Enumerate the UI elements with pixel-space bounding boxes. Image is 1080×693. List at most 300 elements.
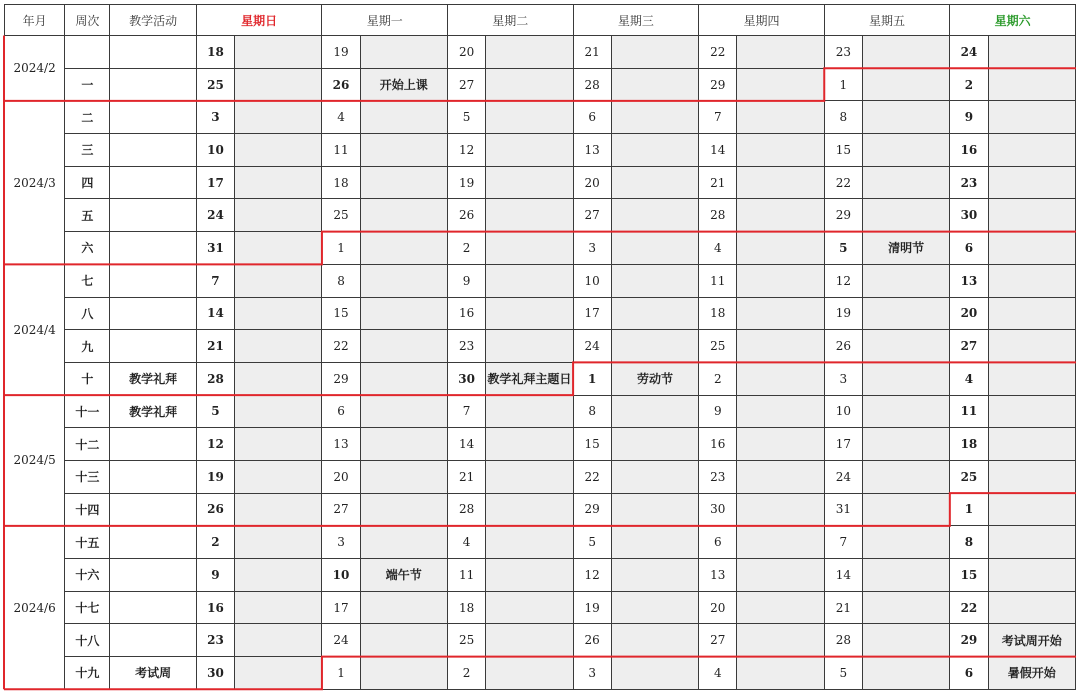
teaching-activity: 教学礼拜 bbox=[110, 395, 196, 428]
week-row bbox=[5, 297, 1076, 330]
day-note-cell bbox=[611, 559, 698, 592]
day-note-cell bbox=[737, 68, 824, 101]
week-number: 十七 bbox=[65, 591, 110, 624]
day-note-cell bbox=[862, 101, 949, 134]
day-note-cell bbox=[988, 166, 1076, 199]
day-number: 8 bbox=[573, 395, 611, 428]
day-number: 15 bbox=[824, 134, 862, 167]
teaching-activity bbox=[110, 297, 196, 330]
teaching-activity bbox=[110, 428, 196, 461]
day-note-cell bbox=[862, 199, 949, 232]
day-number: 12 bbox=[448, 134, 486, 167]
day-note-cell bbox=[486, 134, 573, 167]
day-number: 7 bbox=[824, 526, 862, 559]
day-note-cell bbox=[737, 460, 824, 493]
day-note-cell bbox=[360, 101, 447, 134]
day-number: 22 bbox=[322, 330, 360, 363]
week-row bbox=[5, 657, 1076, 690]
day-note-cell bbox=[988, 395, 1076, 428]
week-number: 三 bbox=[65, 134, 110, 167]
teaching-activity: 教学礼拜 bbox=[110, 362, 196, 395]
day-number: 21 bbox=[699, 166, 737, 199]
day-note-cell bbox=[611, 166, 698, 199]
day-note-cell bbox=[988, 526, 1076, 559]
day-note-cell bbox=[360, 428, 447, 461]
day-number: 20 bbox=[950, 297, 988, 330]
week-row bbox=[5, 559, 1076, 592]
week-number: 十三 bbox=[65, 460, 110, 493]
teaching-activity bbox=[110, 493, 196, 526]
day-number: 17 bbox=[824, 428, 862, 461]
day-note-cell bbox=[611, 68, 698, 101]
header-sunday: 星期日 bbox=[196, 5, 322, 36]
day-number: 22 bbox=[573, 460, 611, 493]
day-note-cell bbox=[486, 624, 573, 657]
week-number: 十一 bbox=[65, 395, 110, 428]
day-number: 19 bbox=[824, 297, 862, 330]
week-number: 一 bbox=[65, 68, 110, 101]
day-note: 考试周开始 bbox=[988, 624, 1076, 657]
day-note-cell bbox=[862, 297, 949, 330]
calendar-body bbox=[5, 36, 1076, 690]
day-number: 1 bbox=[322, 657, 360, 690]
header-friday: 星期五 bbox=[824, 5, 950, 36]
day-note-cell bbox=[360, 624, 447, 657]
day-number: 6 bbox=[950, 657, 988, 690]
day-number: 13 bbox=[573, 134, 611, 167]
day-number: 11 bbox=[950, 395, 988, 428]
day-number: 3 bbox=[196, 101, 234, 134]
week-number: 十四 bbox=[65, 493, 110, 526]
day-note-cell bbox=[862, 134, 949, 167]
day-note-cell bbox=[360, 264, 447, 297]
day-note-cell bbox=[611, 36, 698, 69]
teaching-activity bbox=[110, 591, 196, 624]
day-note-cell bbox=[486, 68, 573, 101]
day-number: 24 bbox=[573, 330, 611, 363]
day-note-cell bbox=[611, 330, 698, 363]
day-note-cell bbox=[486, 460, 573, 493]
day-note-cell bbox=[486, 297, 573, 330]
day-note-cell bbox=[235, 624, 322, 657]
day-note-cell bbox=[737, 166, 824, 199]
day-number: 2 bbox=[448, 657, 486, 690]
day-number: 14 bbox=[824, 559, 862, 592]
day-note-cell bbox=[611, 199, 698, 232]
day-note-cell bbox=[360, 297, 447, 330]
month-label: 2024/6 bbox=[5, 526, 65, 689]
day-number: 19 bbox=[448, 166, 486, 199]
day-number: 2 bbox=[699, 362, 737, 395]
day-note-cell bbox=[486, 526, 573, 559]
day-number: 26 bbox=[322, 68, 360, 101]
day-note-cell bbox=[611, 264, 698, 297]
day-number: 13 bbox=[950, 264, 988, 297]
day-number: 23 bbox=[699, 460, 737, 493]
day-number: 23 bbox=[448, 330, 486, 363]
week-number: 八 bbox=[65, 297, 110, 330]
day-note-cell bbox=[988, 134, 1076, 167]
day-note-cell bbox=[235, 101, 322, 134]
day-number: 8 bbox=[824, 101, 862, 134]
day-number: 28 bbox=[573, 68, 611, 101]
week-row bbox=[5, 428, 1076, 461]
day-note-cell bbox=[737, 657, 824, 690]
day-note-cell bbox=[235, 297, 322, 330]
day-number: 24 bbox=[824, 460, 862, 493]
day-number: 22 bbox=[824, 166, 862, 199]
day-note-cell bbox=[737, 624, 824, 657]
week-row bbox=[5, 624, 1076, 657]
day-number: 4 bbox=[699, 232, 737, 265]
day-note-cell bbox=[988, 362, 1076, 395]
day-note-cell bbox=[235, 526, 322, 559]
day-note-cell bbox=[235, 362, 322, 395]
day-note-cell bbox=[611, 526, 698, 559]
day-number: 7 bbox=[448, 395, 486, 428]
day-number: 25 bbox=[699, 330, 737, 363]
day-note: 劳动节 bbox=[611, 362, 698, 395]
day-note-cell bbox=[737, 493, 824, 526]
day-note-cell bbox=[486, 199, 573, 232]
day-number: 26 bbox=[448, 199, 486, 232]
day-note-cell bbox=[988, 559, 1076, 592]
day-number: 15 bbox=[322, 297, 360, 330]
week-row bbox=[5, 101, 1076, 134]
header-thursday: 星期四 bbox=[699, 5, 825, 36]
week-row bbox=[5, 526, 1076, 559]
day-number: 5 bbox=[196, 395, 234, 428]
day-note-cell bbox=[737, 559, 824, 592]
day-number: 4 bbox=[322, 101, 360, 134]
day-note-cell bbox=[737, 330, 824, 363]
month-label: 2024/4 bbox=[5, 264, 65, 395]
day-note-cell bbox=[360, 166, 447, 199]
day-number: 8 bbox=[950, 526, 988, 559]
day-number: 3 bbox=[573, 657, 611, 690]
day-number: 30 bbox=[699, 493, 737, 526]
day-note-cell bbox=[360, 460, 447, 493]
teaching-activity bbox=[110, 624, 196, 657]
day-note-cell bbox=[611, 428, 698, 461]
day-note-cell bbox=[235, 460, 322, 493]
week-number: 七 bbox=[65, 264, 110, 297]
day-number: 5 bbox=[824, 232, 862, 265]
day-number: 5 bbox=[824, 657, 862, 690]
teaching-activity bbox=[110, 166, 196, 199]
day-number: 10 bbox=[322, 559, 360, 592]
day-note-cell bbox=[486, 591, 573, 624]
day-number: 25 bbox=[322, 199, 360, 232]
day-number: 28 bbox=[448, 493, 486, 526]
day-number: 14 bbox=[448, 428, 486, 461]
day-note-cell bbox=[360, 134, 447, 167]
week-number: 十五 bbox=[65, 526, 110, 559]
day-number: 20 bbox=[573, 166, 611, 199]
day-note-cell bbox=[486, 232, 573, 265]
day-number: 4 bbox=[699, 657, 737, 690]
day-note-cell bbox=[360, 591, 447, 624]
day-number: 29 bbox=[950, 624, 988, 657]
week-number: 二 bbox=[65, 101, 110, 134]
header-monday: 星期一 bbox=[322, 5, 448, 36]
day-number: 18 bbox=[448, 591, 486, 624]
teaching-activity bbox=[110, 199, 196, 232]
day-note-cell bbox=[360, 232, 447, 265]
day-note: 暑假开始 bbox=[988, 657, 1076, 690]
day-number: 19 bbox=[573, 591, 611, 624]
day-note-cell bbox=[360, 36, 447, 69]
day-number: 25 bbox=[950, 460, 988, 493]
day-number: 26 bbox=[196, 493, 234, 526]
day-number: 1 bbox=[573, 362, 611, 395]
day-number: 7 bbox=[699, 101, 737, 134]
week-number bbox=[65, 36, 110, 69]
day-number: 16 bbox=[448, 297, 486, 330]
week-number: 六 bbox=[65, 232, 110, 265]
day-number: 12 bbox=[196, 428, 234, 461]
day-number: 26 bbox=[573, 624, 611, 657]
day-note-cell bbox=[988, 232, 1076, 265]
day-note-cell bbox=[611, 101, 698, 134]
day-number: 13 bbox=[699, 559, 737, 592]
day-note-cell bbox=[988, 591, 1076, 624]
day-note-cell bbox=[862, 362, 949, 395]
day-note-cell bbox=[988, 493, 1076, 526]
day-number: 17 bbox=[322, 591, 360, 624]
day-note-cell bbox=[486, 36, 573, 69]
day-note-cell bbox=[737, 134, 824, 167]
day-number: 24 bbox=[322, 624, 360, 657]
day-note-cell bbox=[611, 591, 698, 624]
day-note-cell bbox=[235, 591, 322, 624]
day-note-cell bbox=[862, 395, 949, 428]
day-note-cell bbox=[988, 297, 1076, 330]
day-note-cell bbox=[862, 68, 949, 101]
day-note-cell bbox=[611, 657, 698, 690]
day-note-cell bbox=[611, 460, 698, 493]
day-note-cell bbox=[988, 330, 1076, 363]
day-number: 2 bbox=[196, 526, 234, 559]
day-number: 20 bbox=[699, 591, 737, 624]
week-row bbox=[5, 134, 1076, 167]
day-note-cell bbox=[988, 428, 1076, 461]
day-number: 10 bbox=[196, 134, 234, 167]
day-note-cell bbox=[988, 460, 1076, 493]
day-number: 10 bbox=[573, 264, 611, 297]
day-note-cell bbox=[611, 493, 698, 526]
day-note-cell bbox=[486, 657, 573, 690]
day-number: 24 bbox=[196, 199, 234, 232]
day-note-cell bbox=[235, 395, 322, 428]
day-number: 2 bbox=[448, 232, 486, 265]
day-note-cell bbox=[862, 36, 949, 69]
teaching-activity bbox=[110, 460, 196, 493]
day-number: 12 bbox=[824, 264, 862, 297]
day-note-cell bbox=[235, 166, 322, 199]
day-number: 30 bbox=[950, 199, 988, 232]
day-note-cell bbox=[862, 526, 949, 559]
day-number: 1 bbox=[950, 493, 988, 526]
day-note-cell bbox=[988, 199, 1076, 232]
week-row bbox=[5, 36, 1076, 69]
day-number: 30 bbox=[448, 362, 486, 395]
day-note-cell bbox=[486, 559, 573, 592]
day-note-cell bbox=[862, 428, 949, 461]
teaching-activity: 考试周 bbox=[110, 657, 196, 690]
day-number: 10 bbox=[824, 395, 862, 428]
day-note-cell bbox=[737, 362, 824, 395]
week-row bbox=[5, 330, 1076, 363]
day-note-cell bbox=[235, 330, 322, 363]
day-note-cell bbox=[486, 428, 573, 461]
day-number: 29 bbox=[699, 68, 737, 101]
week-number: 五 bbox=[65, 199, 110, 232]
day-note-cell bbox=[862, 559, 949, 592]
week-number: 十六 bbox=[65, 559, 110, 592]
day-number: 27 bbox=[950, 330, 988, 363]
week-number: 十 bbox=[65, 362, 110, 395]
day-number: 8 bbox=[322, 264, 360, 297]
day-number: 31 bbox=[196, 232, 234, 265]
month-label: 2024/2 bbox=[5, 36, 65, 101]
day-number: 11 bbox=[448, 559, 486, 592]
day-note-cell bbox=[988, 101, 1076, 134]
header-month: 年月 bbox=[5, 5, 65, 36]
day-number: 22 bbox=[699, 36, 737, 69]
week-row bbox=[5, 362, 1076, 395]
day-note: 开始上课 bbox=[360, 68, 447, 101]
day-note-cell bbox=[235, 428, 322, 461]
teaching-activity bbox=[110, 264, 196, 297]
week-row bbox=[5, 199, 1076, 232]
day-number: 23 bbox=[950, 166, 988, 199]
day-note-cell bbox=[235, 264, 322, 297]
day-number: 6 bbox=[699, 526, 737, 559]
week-number: 十九 bbox=[65, 657, 110, 690]
day-number: 16 bbox=[950, 134, 988, 167]
week-row bbox=[5, 493, 1076, 526]
day-note: 清明节 bbox=[862, 232, 949, 265]
day-number: 9 bbox=[196, 559, 234, 592]
day-note-cell bbox=[862, 264, 949, 297]
day-number: 27 bbox=[448, 68, 486, 101]
day-number: 27 bbox=[322, 493, 360, 526]
week-row bbox=[5, 68, 1076, 101]
day-number: 4 bbox=[950, 362, 988, 395]
day-number: 28 bbox=[196, 362, 234, 395]
day-note: 教学礼拜主题日 bbox=[486, 362, 573, 395]
day-number: 15 bbox=[573, 428, 611, 461]
teaching-activity bbox=[110, 101, 196, 134]
day-note-cell bbox=[862, 493, 949, 526]
day-note-cell bbox=[737, 591, 824, 624]
day-note-cell bbox=[862, 591, 949, 624]
day-number: 18 bbox=[322, 166, 360, 199]
week-row bbox=[5, 232, 1076, 265]
teaching-activity bbox=[110, 330, 196, 363]
day-number: 20 bbox=[322, 460, 360, 493]
day-note-cell bbox=[737, 232, 824, 265]
day-number: 14 bbox=[196, 297, 234, 330]
day-note-cell bbox=[235, 134, 322, 167]
day-note-cell bbox=[611, 297, 698, 330]
day-number: 6 bbox=[573, 101, 611, 134]
teaching-activity bbox=[110, 232, 196, 265]
day-number: 31 bbox=[824, 493, 862, 526]
week-row bbox=[5, 591, 1076, 624]
day-note-cell bbox=[737, 428, 824, 461]
day-number: 17 bbox=[573, 297, 611, 330]
header-tuesday: 星期二 bbox=[448, 5, 574, 36]
day-number: 23 bbox=[196, 624, 234, 657]
day-number: 9 bbox=[699, 395, 737, 428]
day-note-cell bbox=[737, 297, 824, 330]
day-number: 27 bbox=[573, 199, 611, 232]
day-number: 3 bbox=[322, 526, 360, 559]
day-number: 1 bbox=[824, 68, 862, 101]
day-note-cell bbox=[988, 36, 1076, 69]
day-number: 21 bbox=[824, 591, 862, 624]
day-note-cell bbox=[611, 232, 698, 265]
day-note-cell bbox=[235, 68, 322, 101]
day-number: 12 bbox=[573, 559, 611, 592]
month-label: 2024/5 bbox=[5, 395, 65, 526]
teaching-activity bbox=[110, 36, 196, 69]
day-note-cell bbox=[611, 395, 698, 428]
day-note-cell bbox=[486, 264, 573, 297]
day-note-cell bbox=[862, 657, 949, 690]
day-number: 3 bbox=[573, 232, 611, 265]
day-note-cell bbox=[611, 624, 698, 657]
day-number: 6 bbox=[950, 232, 988, 265]
day-note-cell bbox=[988, 264, 1076, 297]
day-note-cell bbox=[737, 101, 824, 134]
day-note-cell bbox=[360, 657, 447, 690]
day-note-cell bbox=[486, 330, 573, 363]
day-number: 25 bbox=[448, 624, 486, 657]
day-number: 22 bbox=[950, 591, 988, 624]
teaching-activity bbox=[110, 559, 196, 592]
day-number: 24 bbox=[950, 36, 988, 69]
day-note-cell bbox=[360, 526, 447, 559]
day-number: 30 bbox=[196, 657, 234, 690]
month-label: 2024/3 bbox=[5, 101, 65, 264]
day-number: 19 bbox=[196, 460, 234, 493]
header-saturday: 星期六 bbox=[950, 5, 1076, 36]
day-number: 9 bbox=[448, 264, 486, 297]
day-note-cell bbox=[235, 657, 322, 690]
day-number: 29 bbox=[573, 493, 611, 526]
day-number: 4 bbox=[448, 526, 486, 559]
day-note-cell bbox=[486, 166, 573, 199]
day-note-cell bbox=[611, 134, 698, 167]
week-number: 十二 bbox=[65, 428, 110, 461]
header-row bbox=[5, 5, 1076, 36]
day-number: 7 bbox=[196, 264, 234, 297]
teaching-activity bbox=[110, 526, 196, 559]
day-note-cell bbox=[737, 395, 824, 428]
day-number: 26 bbox=[824, 330, 862, 363]
day-number: 18 bbox=[699, 297, 737, 330]
day-number: 16 bbox=[699, 428, 737, 461]
week-number: 九 bbox=[65, 330, 110, 363]
day-number: 25 bbox=[196, 68, 234, 101]
day-number: 2 bbox=[950, 68, 988, 101]
day-number: 16 bbox=[196, 591, 234, 624]
day-note-cell bbox=[360, 362, 447, 395]
week-row bbox=[5, 166, 1076, 199]
